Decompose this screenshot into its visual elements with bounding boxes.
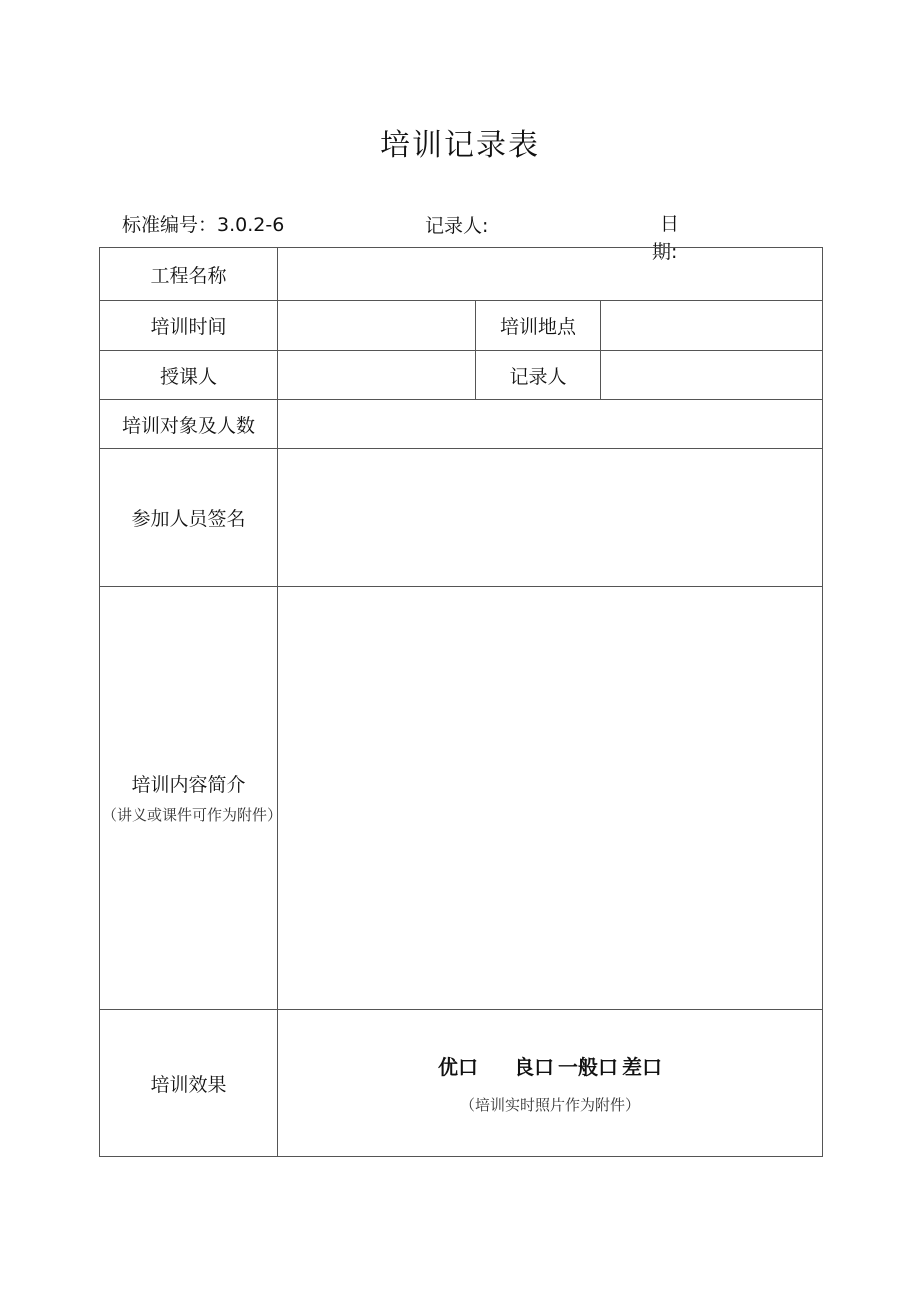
rating-excellent[interactable]: 优口 xyxy=(438,1055,478,1079)
training-record-table xyxy=(99,247,823,1157)
row-project-name xyxy=(100,248,823,301)
row-effect xyxy=(100,1010,823,1157)
content-summary-field[interactable] xyxy=(278,587,823,1010)
recorder-header-label: 记录人: xyxy=(425,215,489,237)
row-instructor-recorder xyxy=(100,351,823,400)
instructor-label: 授课人 xyxy=(100,351,278,400)
signatures-label: 参加人员签名 xyxy=(100,449,278,587)
recorder-field[interactable] xyxy=(601,351,823,400)
effect-label: 培训效果 xyxy=(100,1010,278,1157)
rating-poor[interactable]: 差口 xyxy=(622,1055,662,1079)
instructor-field[interactable] xyxy=(278,351,476,400)
effect-field xyxy=(278,1010,823,1157)
document-title: 培训记录表 xyxy=(380,128,540,163)
content-summary-cell xyxy=(100,587,283,1010)
row-content-summary xyxy=(100,587,823,1010)
effect-photo-note: （培训实时照片作为附件） xyxy=(460,1096,641,1114)
content-summary-note: （讲义或课件可作为附件） xyxy=(102,805,283,824)
rating-good[interactable]: 良口 xyxy=(514,1055,554,1079)
project-name-label: 工程名称 xyxy=(100,248,278,301)
project-name-field[interactable] xyxy=(278,248,823,301)
trainees-count-label: 培训对象及人数 xyxy=(100,400,278,449)
row-signatures xyxy=(100,449,823,587)
trainees-count-field[interactable] xyxy=(278,400,823,449)
row-time-location xyxy=(100,301,823,351)
date-label-line2: 期: xyxy=(652,241,678,263)
standard-number: 标准编号：3.0.2-6 xyxy=(122,214,285,236)
content-summary-label: 培训内容简介 xyxy=(131,773,246,796)
signatures-field[interactable] xyxy=(278,449,823,587)
effect-rating-options xyxy=(278,1051,822,1080)
training-location-label: 培训地点 xyxy=(476,301,601,351)
rating-average[interactable]: 一般口 xyxy=(558,1055,618,1079)
date-label-line1: 日 xyxy=(660,213,680,235)
training-location-field[interactable] xyxy=(601,301,823,351)
recorder-label: 记录人 xyxy=(476,351,601,400)
row-trainees xyxy=(100,400,823,449)
training-time-field[interactable] xyxy=(278,301,476,351)
training-time-label: 培训时间 xyxy=(100,301,278,351)
